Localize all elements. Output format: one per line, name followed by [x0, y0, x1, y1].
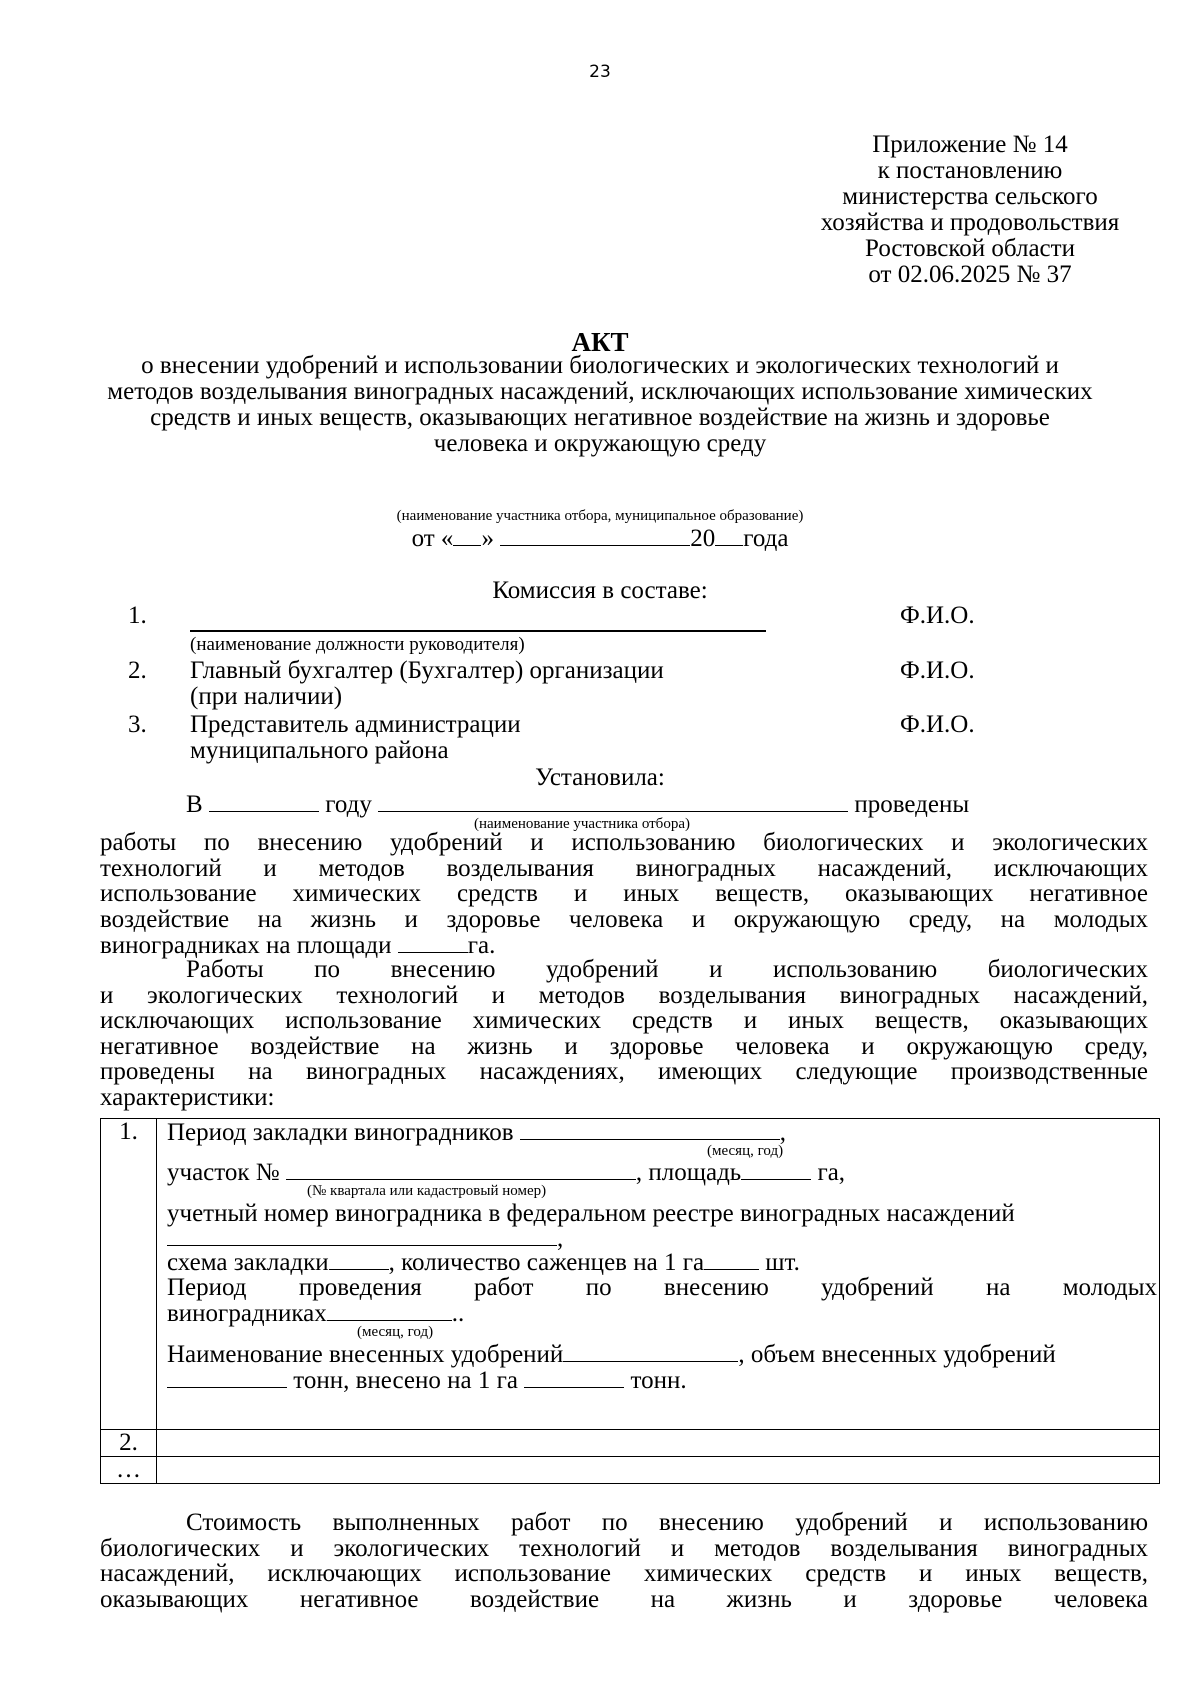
table-row: [101, 1457, 1160, 1484]
paragraph-line: негативное воздействие на жизнь и здоровье человека и окружающую среду,: [100, 1032, 1148, 1060]
area-unit: га.: [467, 932, 496, 959]
appendix-line: Приложение № 14: [872, 131, 1068, 158]
tons-blank: [167, 1367, 287, 1388]
member-number: 1.: [128, 602, 147, 629]
period-label: Период закладки виноградников: [167, 1119, 514, 1146]
fertilizer-name-label: Наименование внесенных удобрений: [167, 1341, 564, 1368]
seedlings-blank: [704, 1249, 759, 1270]
date-line: [0, 525, 1200, 552]
plot-label: участок №: [167, 1159, 280, 1186]
position-blank: [190, 630, 766, 632]
member-title-note: (при наличии): [190, 683, 343, 710]
paragraph-line: биологических и экологических технологий и методов возделывания виноградных: [100, 1534, 1148, 1562]
page-number: 23: [589, 62, 611, 82]
fertilizer-volume-label: , объем внесенных удобрений: [738, 1341, 1056, 1368]
established-conducted: проведены: [854, 791, 970, 818]
area-blank: [741, 1159, 811, 1180]
paragraph-line: Работы по внесению удобрений и использованию биологических: [186, 956, 1148, 983]
paragraph-characteristics: [100, 957, 1148, 1110]
registry-line: [167, 1225, 563, 1252]
row-content: [157, 1119, 1160, 1430]
paragraph-works: [100, 830, 1148, 959]
comma: ,: [557, 1225, 564, 1252]
appendix-header: [750, 132, 1190, 288]
member-title-note: муниципального района: [190, 737, 449, 764]
year-blank: [715, 525, 743, 546]
registry-label: учетный номер виноградника в федеральном реестре виноградных насаждений: [167, 1200, 1015, 1227]
work-period-caption: (месяц, год): [357, 1324, 434, 1340]
paragraph-line: воздействие на жизнь и здоровье человека и окружающую среду, на молодых: [100, 905, 1148, 933]
paragraph-line: использование химических средств и иных веществ, оказывающих негативное: [100, 880, 1148, 907]
member-number: 3.: [128, 711, 147, 738]
tons-line: [167, 1367, 687, 1394]
participant-caption: (наименование участника отбора): [474, 816, 690, 832]
work-period-line2: [167, 1300, 464, 1327]
established-year: году: [325, 791, 372, 818]
fertilizer-line: [167, 1341, 1157, 1368]
participant-blank: [378, 791, 848, 812]
pcs-unit: шт.: [765, 1249, 800, 1276]
area-blank: [398, 932, 468, 953]
dots: ..: [451, 1300, 465, 1327]
paragraph-line: характеристики:: [100, 1083, 275, 1111]
plot-line: [167, 1159, 845, 1186]
period-caption: (месяц, год): [707, 1143, 784, 1159]
tons-per-ha-blank: [524, 1367, 624, 1388]
row-content: [157, 1430, 1160, 1457]
position-caption: (наименование должности руководителя): [190, 634, 525, 655]
area-label: виноградниках на площади: [100, 932, 392, 959]
paragraph-line: и экологических технологий и методов возделывания виноградных насаждений,: [100, 981, 1148, 1009]
planting-period: [167, 1119, 786, 1146]
paragraph-line: исключающих использование химических средств и иных веществ, оказывающих: [100, 1007, 1148, 1034]
period-blank: [520, 1119, 780, 1140]
document-title: АКТ: [571, 327, 629, 357]
plot-caption: (№ квартала или кадастровый номер): [307, 1183, 547, 1199]
paragraph-cost: [100, 1510, 1148, 1612]
established-heading: Установила:: [535, 764, 665, 791]
appendix-line: от 02.06.2025 № 37: [868, 261, 1072, 288]
fertilizer-name-blank: [563, 1341, 738, 1362]
participant-caption: (наименование участника отбора, муниципальное образование): [396, 508, 804, 524]
seedlings-label: , количество саженцев на 1 га: [388, 1249, 705, 1276]
area-label: , площадь: [635, 1159, 742, 1186]
paragraph-line: работы по внесению удобрений и использованию биологических и экологических: [100, 829, 1148, 856]
member-fio: Ф.И.О.: [900, 711, 975, 738]
paragraph-line: оказывающих негативное воздействие на жизнь и здоровье человека: [100, 1585, 1148, 1613]
tons-unit: тонн.: [630, 1367, 687, 1394]
member-title: Представитель администрации: [190, 711, 521, 738]
year-suffix: года: [743, 525, 789, 552]
scheme-line: [167, 1249, 800, 1276]
tons-label: тонн, внесено на 1 га: [293, 1367, 518, 1394]
day-blank: [453, 525, 481, 546]
plot-blank: [286, 1159, 636, 1180]
row-number: …: [101, 1457, 157, 1484]
month-blank: [500, 525, 690, 546]
scheme-blank: [329, 1249, 389, 1270]
paragraph-line: насаждений, исключающих использование химических средств и иных веществ,: [100, 1560, 1148, 1587]
member-title: Главный бухгалтер (Бухгалтер) организации: [190, 657, 664, 684]
appendix-line: министерства сельского: [842, 183, 1098, 210]
paragraph-line: технологий и методов возделывания виноградных насаждений, исключающих: [100, 854, 1148, 882]
date-from: от «: [411, 525, 454, 552]
document-subtitle: о внесении удобрений и использовании биологических и экологических технологий и методов возделывания виноградных насаждений, исключающих использование химических средств и иных веществ, оказывающих негативное воздействие на жизнь и здоровье человека и окружающую среду: [107, 352, 1093, 457]
member-fio: Ф.И.О.: [900, 602, 975, 629]
ha-unit: га,: [817, 1159, 846, 1186]
registry-blank: [167, 1225, 557, 1246]
established-in: В: [186, 791, 203, 818]
appendix-line: хозяйства и продовольствия: [820, 209, 1120, 236]
established-line: [186, 791, 1006, 818]
work-period-blank: [327, 1300, 452, 1321]
appendix-line: к постановлению: [877, 157, 1063, 184]
member-number: 2.: [128, 657, 147, 684]
paragraph-line: проведены на виноградных насаждениях, имеющих следующие производственные: [100, 1058, 1148, 1085]
work-period-label: виноградниках: [167, 1300, 327, 1327]
year-blank: [209, 791, 319, 812]
scheme-label: схема закладки: [167, 1249, 329, 1276]
date-quote: »: [481, 525, 494, 552]
table-row: [101, 1119, 1160, 1430]
row-number: 1.: [101, 1119, 157, 1430]
row-content: [157, 1457, 1160, 1484]
member-fio: Ф.И.О.: [900, 657, 975, 684]
table-row: [101, 1430, 1160, 1457]
comma: ,: [779, 1119, 787, 1146]
year-prefix: 20: [690, 525, 716, 552]
commission-heading: Комиссия в составе:: [492, 577, 708, 604]
paragraph-line: Стоимость выполненных работ по внесению удобрений и использованию: [186, 1509, 1148, 1536]
characteristics-table: [100, 1118, 1160, 1484]
paragraph-line: [100, 932, 1148, 959]
row-number: 2.: [101, 1430, 157, 1457]
work-period-line: Период проведения работ по внесению удобрений на молодых: [167, 1274, 1157, 1301]
appendix-line: Ростовской области: [865, 235, 1075, 262]
